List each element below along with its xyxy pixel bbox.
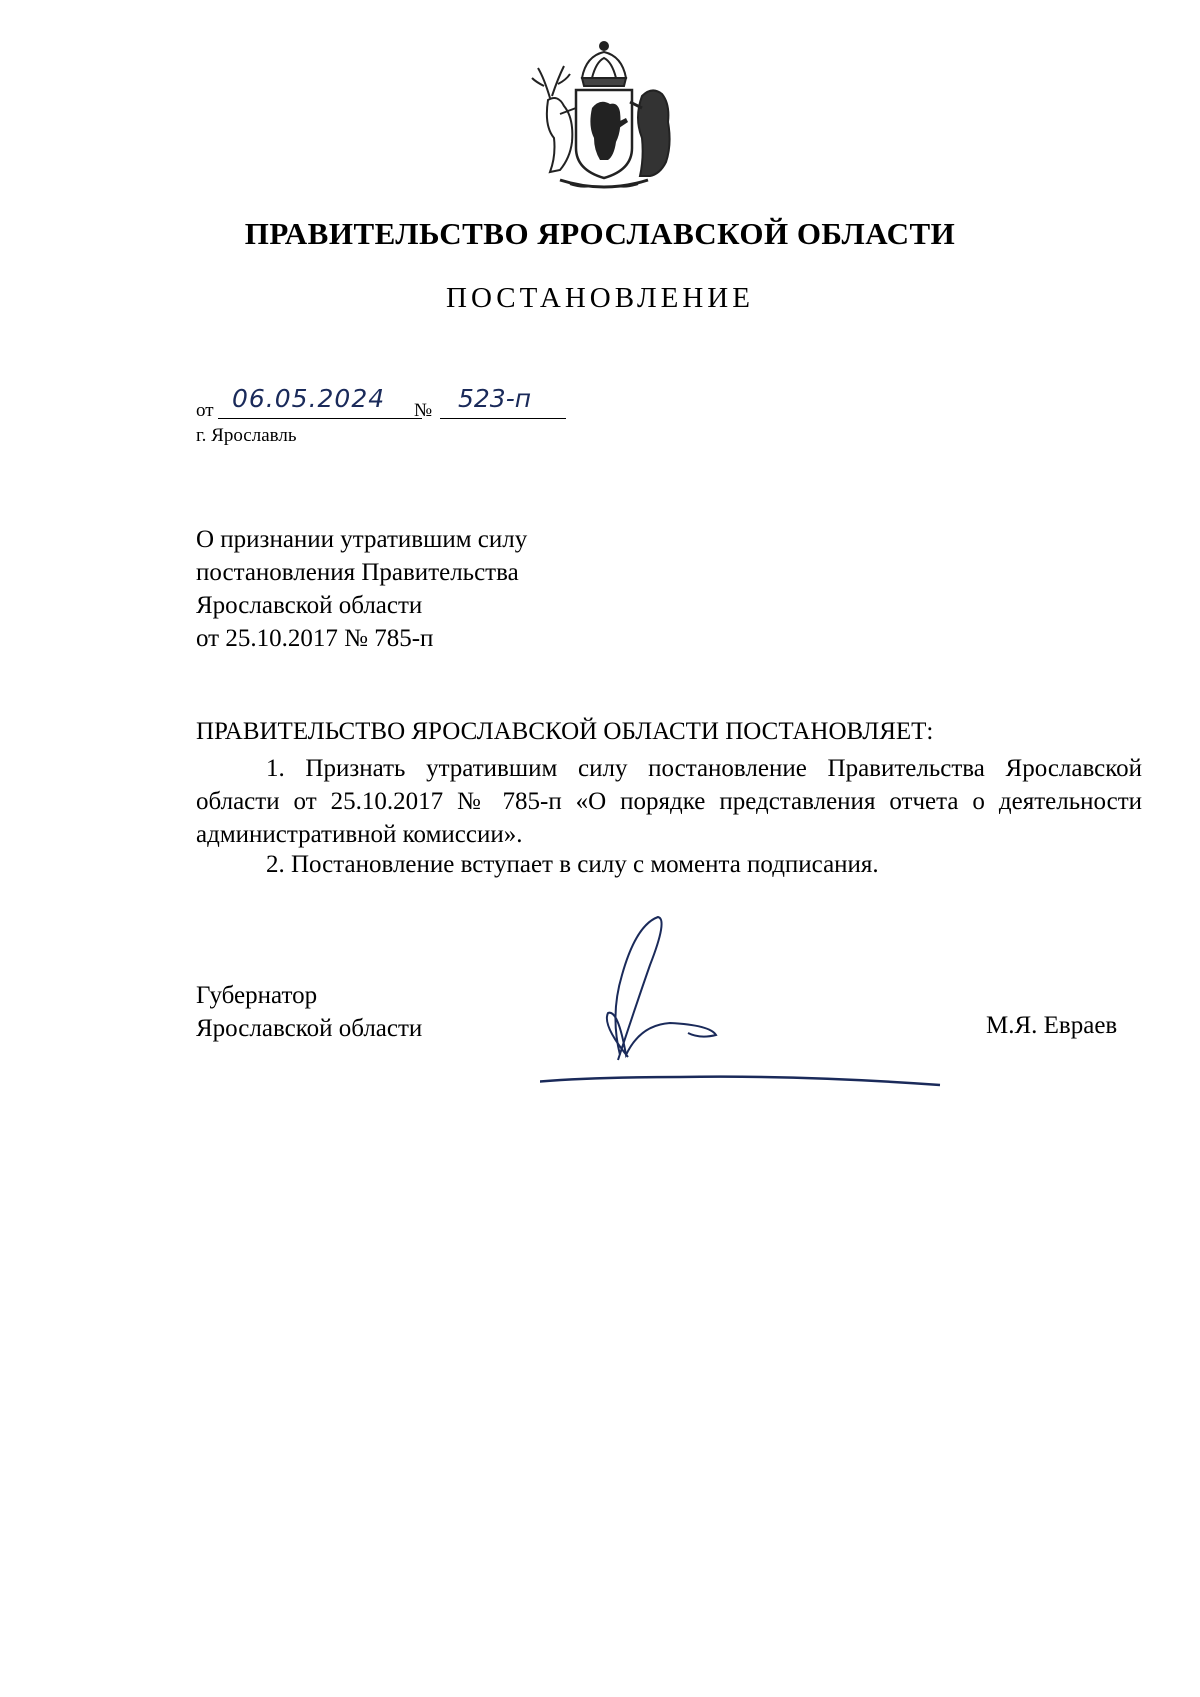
- signer-name: М.Я. Евраев: [986, 1012, 1118, 1039]
- document-subject: [196, 523, 527, 655]
- subject-line: постановления Правительства: [196, 559, 519, 586]
- city: г. Ярославль: [196, 425, 297, 446]
- yaroslavl-coat-of-arms-icon: [530, 38, 678, 196]
- signer-position: [196, 979, 422, 1045]
- date-prefix: от: [196, 400, 214, 421]
- decree-item-1: 1. Признать утратившим силу постановление Правительства Ярославской области от 25.10.2017 № 785-п «О порядке представления отчета о деятельности административной комиссии».: [196, 755, 1142, 848]
- signer-position-line: Ярославской области: [196, 1015, 423, 1042]
- subject-line: Ярославской области: [196, 592, 423, 619]
- government-title: ПРАВИТЕЛЬСТВО ЯРОСЛАВСКОЙ ОБЛАСТИ: [244, 216, 956, 251]
- subject-line: О признании утратившим силу: [196, 526, 528, 553]
- decree-item-2: 2. Постановление вступает в силу с момента подписания.: [266, 851, 879, 878]
- handwritten-signature-icon: [540, 905, 950, 1095]
- document-number: 523-п: [440, 384, 566, 419]
- signer-position-line: Губернатор: [196, 982, 318, 1009]
- document-type: ПОСТАНОВЛЕНИЕ: [446, 282, 754, 314]
- number-prefix: №: [414, 400, 433, 421]
- decree-heading: ПРАВИТЕЛЬСТВО ЯРОСЛАВСКОЙ ОБЛАСТИ ПОСТАНОВЛЯЕТ:: [196, 718, 934, 745]
- subject-line: от 25.10.2017 № 785-п: [196, 625, 434, 652]
- document-date: 06.05.2024: [218, 384, 422, 419]
- requisites-line: [196, 384, 556, 426]
